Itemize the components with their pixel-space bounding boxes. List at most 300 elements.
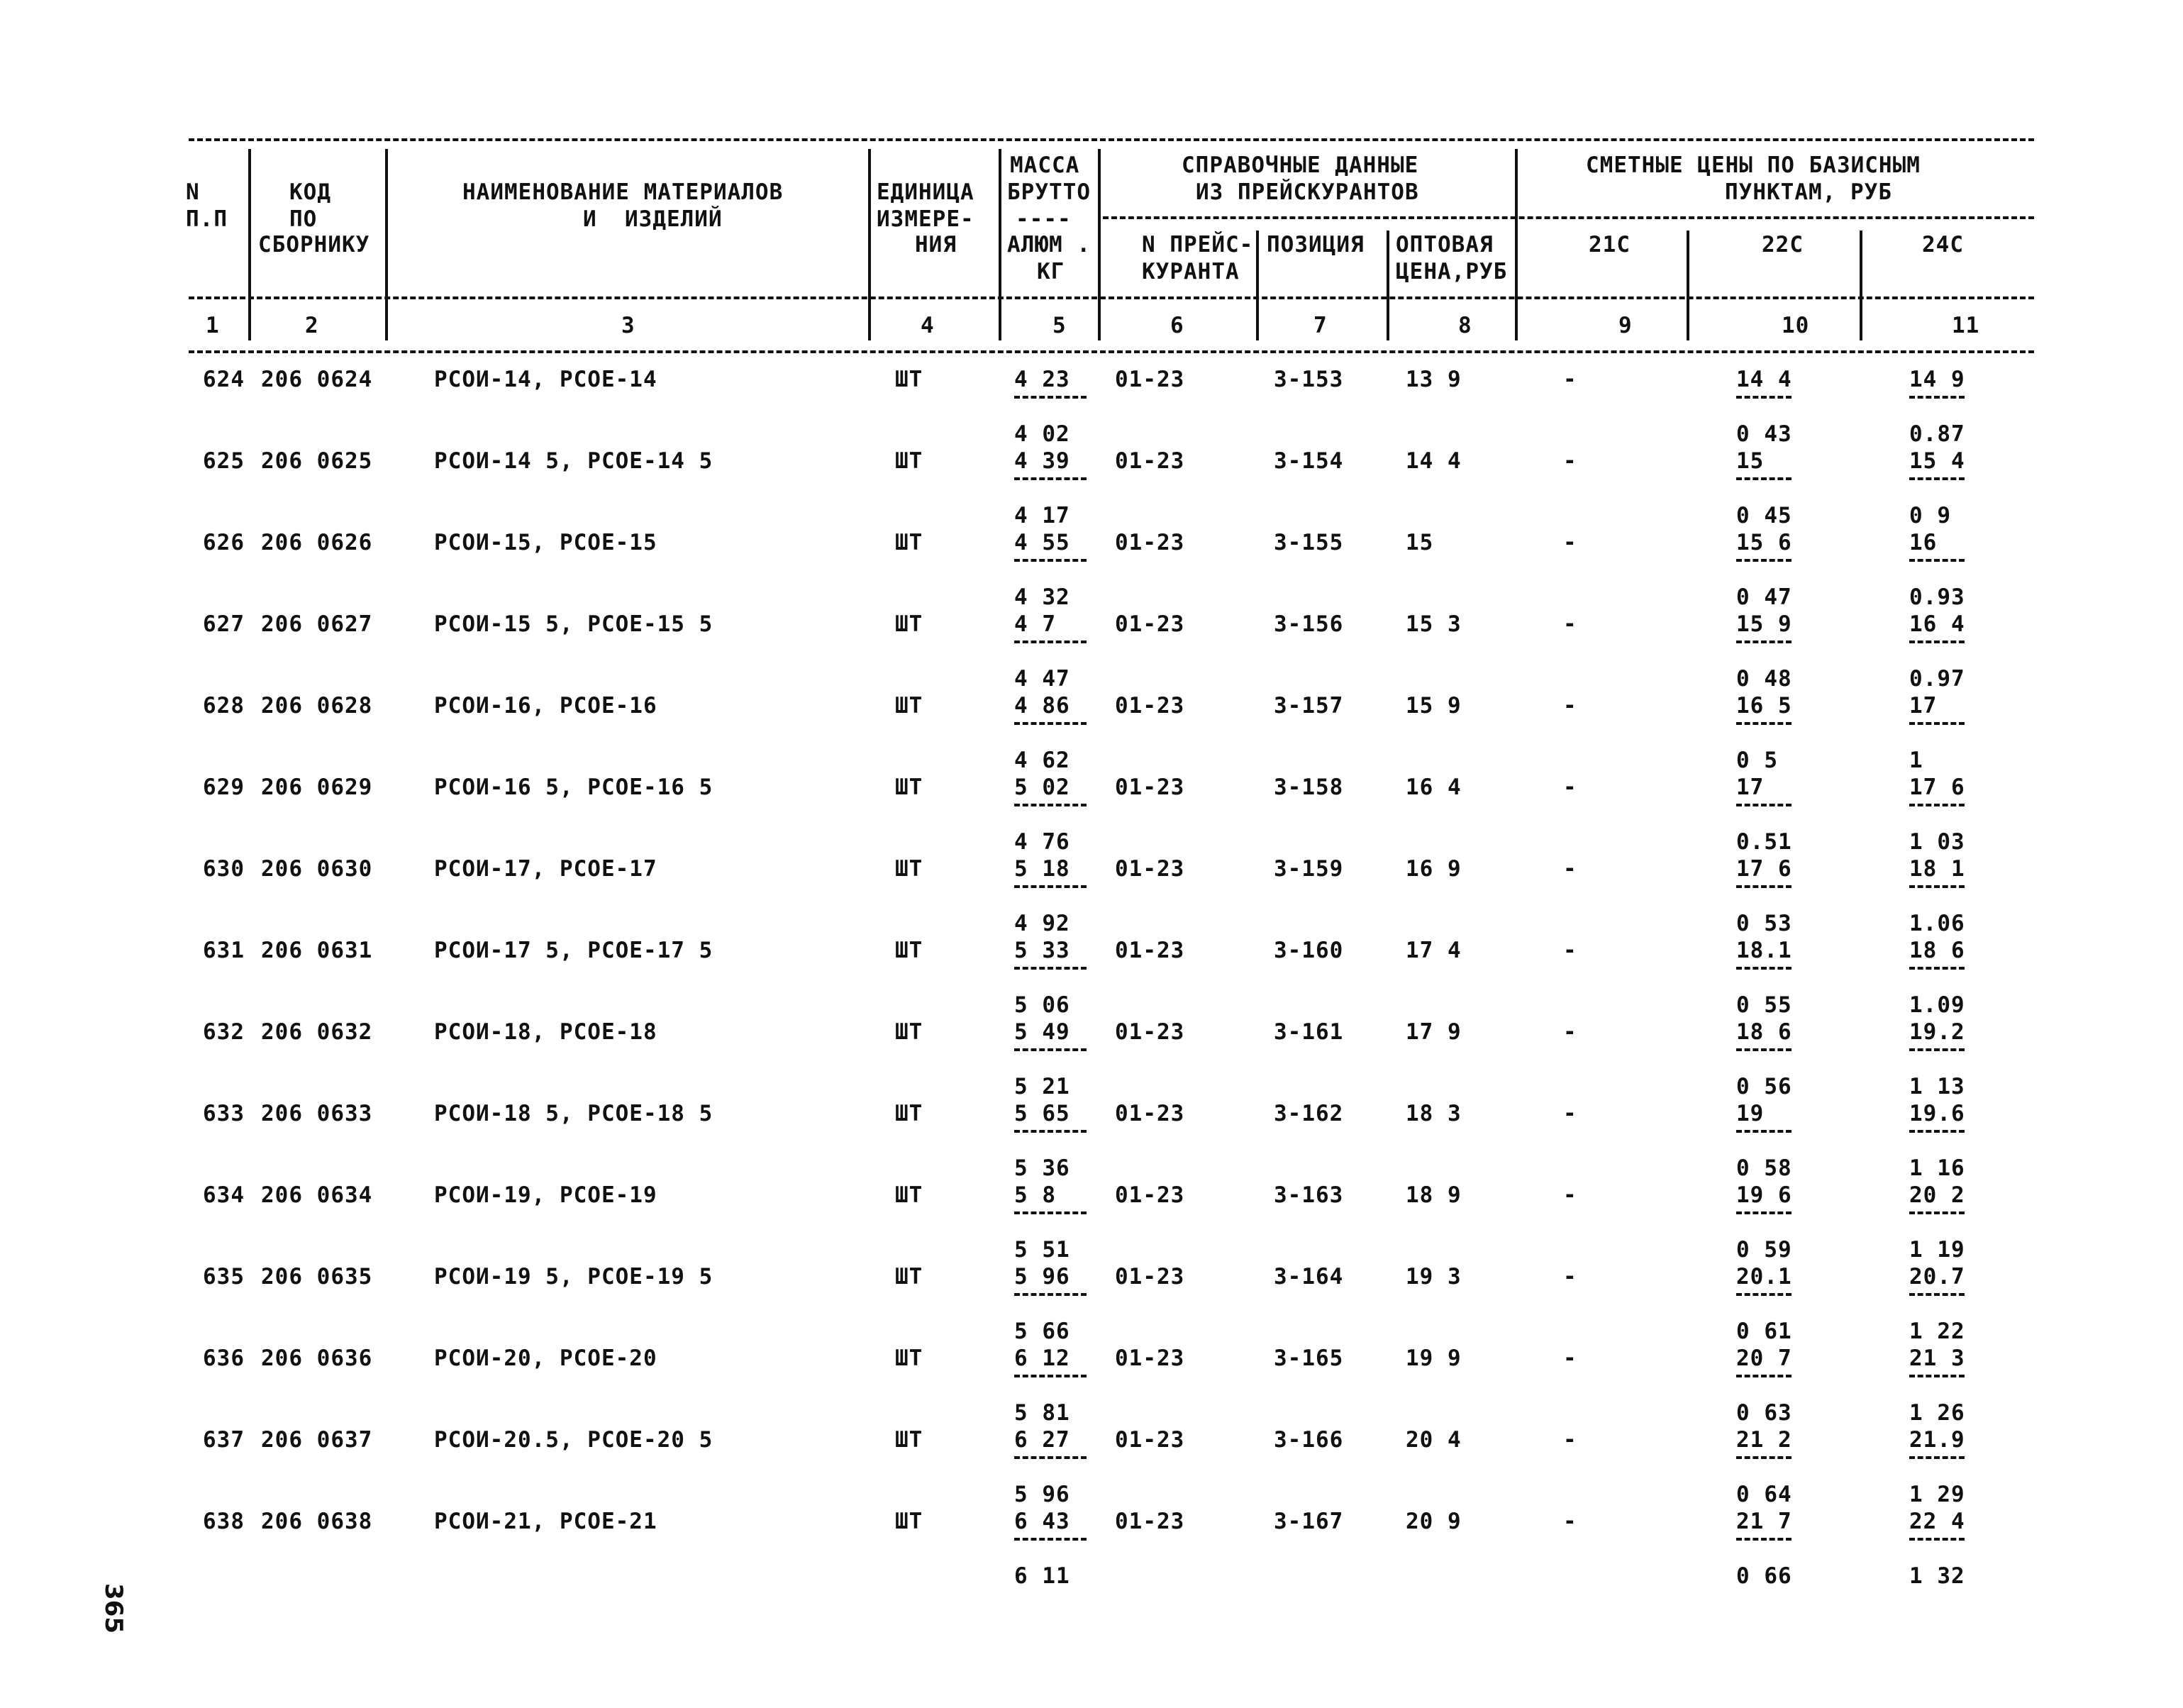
cell-name: РСОИ-17 5, РСОЕ-17 5 xyxy=(434,938,713,963)
cell-p24: 20.7 xyxy=(1909,1264,1965,1290)
cell-alum: 5 51 xyxy=(1014,1237,1070,1263)
cell-wholesale: 18 3 xyxy=(1406,1101,1462,1126)
fraction-rule xyxy=(1014,1293,1087,1296)
cell-p22-sub: 0 55 xyxy=(1736,992,1792,1018)
fraction-rule xyxy=(1909,1130,1965,1133)
fraction-rule xyxy=(1014,1456,1087,1459)
col-sep xyxy=(1387,231,1389,340)
cell-code: 206 0632 xyxy=(261,1019,373,1045)
cell-mass: 5 18 xyxy=(1014,856,1070,882)
cell-code: 206 0638 xyxy=(261,1509,373,1534)
fraction-rule xyxy=(1736,722,1792,725)
fraction-rule xyxy=(1736,1293,1792,1296)
cell-mass: 6 43 xyxy=(1014,1509,1070,1534)
cell-p24: 19.2 xyxy=(1909,1019,1965,1045)
cell-position: 3-161 xyxy=(1274,1019,1344,1045)
cell-wholesale: 20 4 xyxy=(1406,1427,1462,1453)
cell-wholesale: 13 9 xyxy=(1406,367,1462,392)
cell-p22: 20 7 xyxy=(1736,1346,1792,1371)
cell-p22: 20.1 xyxy=(1736,1264,1792,1290)
cell-alum: 4 92 xyxy=(1014,911,1070,936)
fraction-rule xyxy=(1736,1538,1792,1541)
cell-code: 206 0625 xyxy=(261,448,373,474)
cell-p24-sub: 0.87 xyxy=(1909,421,1965,447)
cell-p21: - xyxy=(1563,530,1577,555)
cell-p24-sub: 1 xyxy=(1909,748,1923,773)
hdr-code-1: КОД xyxy=(289,179,331,205)
colnum-11: 11 xyxy=(1952,313,1980,338)
fraction-rule xyxy=(1909,396,1965,399)
cell-p24-sub: 1.09 xyxy=(1909,992,1965,1018)
fraction-rule xyxy=(1736,477,1792,480)
cell-p24: 18 1 xyxy=(1909,856,1965,882)
fraction-rule xyxy=(1909,804,1965,806)
fraction-rule xyxy=(1736,396,1792,399)
fraction-rule xyxy=(1736,1130,1792,1133)
hdr-prices-1: СМЕТНЫЕ ЦЕНЫ ПО БАЗИСНЫМ xyxy=(1586,152,1921,178)
cell-price-list: 01-23 xyxy=(1115,693,1185,719)
fraction-rule xyxy=(1909,885,1965,888)
fraction-rule xyxy=(1909,1538,1965,1541)
cell-n: 630 xyxy=(203,856,245,882)
cell-code: 206 0626 xyxy=(261,530,373,555)
cell-p24: 16 xyxy=(1909,530,1938,555)
cell-p24: 18 6 xyxy=(1909,938,1965,963)
cell-price-list: 01-23 xyxy=(1115,1346,1185,1371)
cell-price-list: 01-23 xyxy=(1115,938,1185,963)
cell-p22: 17 6 xyxy=(1736,856,1792,882)
fraction-rule xyxy=(1014,804,1087,806)
cell-n: 628 xyxy=(203,693,245,719)
cell-code: 206 0628 xyxy=(261,693,373,719)
cell-n: 635 xyxy=(203,1264,245,1290)
cell-alum: 4 32 xyxy=(1014,584,1070,610)
cell-n: 629 xyxy=(203,775,245,800)
cell-position: 3-155 xyxy=(1274,530,1344,555)
cell-p24: 17 6 xyxy=(1909,775,1965,800)
cell-p22: 21 7 xyxy=(1736,1509,1792,1534)
cell-position: 3-163 xyxy=(1274,1182,1344,1208)
hdr-name-2: И ИЗДЕЛИЙ xyxy=(583,206,723,232)
cell-position: 3-157 xyxy=(1274,693,1344,719)
col-sep xyxy=(1098,149,1101,340)
cell-wholesale: 16 4 xyxy=(1406,775,1462,800)
cell-p21: - xyxy=(1563,611,1577,637)
cell-price-list: 01-23 xyxy=(1115,530,1185,555)
cell-code: 206 0627 xyxy=(261,611,373,637)
cell-mass: 4 23 xyxy=(1014,367,1070,392)
colnum-1: 1 xyxy=(206,313,220,338)
fraction-rule xyxy=(1736,804,1792,806)
cell-p22-sub: 0.51 xyxy=(1736,829,1792,855)
cell-n: 631 xyxy=(203,938,245,963)
cell-p24-sub: 1 13 xyxy=(1909,1074,1965,1099)
cell-alum: 5 96 xyxy=(1014,1482,1070,1507)
cell-n: 625 xyxy=(203,448,245,474)
cell-p24: 20 2 xyxy=(1909,1182,1965,1208)
cell-position: 3-166 xyxy=(1274,1427,1344,1453)
hdr-unit-1: ЕДИНИЦА xyxy=(877,179,974,205)
cell-p22: 21 2 xyxy=(1736,1427,1792,1453)
fraction-rule xyxy=(1736,885,1792,888)
cell-p24-sub: 0.93 xyxy=(1909,584,1965,610)
cell-mass: 6 27 xyxy=(1014,1427,1070,1453)
col-sep xyxy=(999,149,1001,340)
cell-p24-sub: 1.06 xyxy=(1909,911,1965,936)
cell-name: РСОИ-18, РСОЕ-18 xyxy=(434,1019,657,1045)
cell-unit: ШТ xyxy=(895,1346,923,1371)
fraction-rule xyxy=(1014,1130,1087,1133)
fraction-rule xyxy=(1909,1048,1965,1051)
cell-mass: 4 86 xyxy=(1014,693,1070,719)
cell-name: РСОИ-19 5, РСОЕ-19 5 xyxy=(434,1264,713,1290)
hdr-pricelist-1: N ПРЕЙС- xyxy=(1142,232,1254,257)
colnum-5: 5 xyxy=(1052,313,1067,338)
hdr-mass-2: БРУТТО xyxy=(1007,179,1091,205)
cell-alum: 5 66 xyxy=(1014,1319,1070,1344)
cell-p22-sub: 0 53 xyxy=(1736,911,1792,936)
cell-price-list: 01-23 xyxy=(1115,1264,1185,1290)
hdr-mass-1: МАССА xyxy=(1010,152,1080,178)
cell-p21: - xyxy=(1563,1019,1577,1045)
cell-n: 636 xyxy=(203,1346,245,1371)
cell-wholesale: 17 4 xyxy=(1406,938,1462,963)
cell-p21: - xyxy=(1563,1427,1577,1453)
hdr-unit-3: НИЯ xyxy=(915,232,957,257)
cell-name: РСОИ-20, РСОЕ-20 xyxy=(434,1346,657,1371)
cell-price-list: 01-23 xyxy=(1115,775,1185,800)
cell-p22-sub: 0 5 xyxy=(1736,748,1778,773)
cell-code: 206 0637 xyxy=(261,1427,373,1453)
cell-n: 634 xyxy=(203,1182,245,1208)
fraction-rule xyxy=(1736,967,1792,970)
cell-wholesale: 20 9 xyxy=(1406,1509,1462,1534)
cell-p21: - xyxy=(1563,856,1577,882)
col-sep xyxy=(1515,149,1518,340)
cell-unit: ШТ xyxy=(895,1509,923,1534)
hdr-ref-1: СПРАВОЧНЫЕ ДАННЫЕ xyxy=(1182,152,1419,178)
cell-p22: 18.1 xyxy=(1736,938,1792,963)
fraction-rule xyxy=(1909,477,1965,480)
cell-name: РСОИ-17, РСОЕ-17 xyxy=(434,856,657,882)
fraction-rule xyxy=(1014,1211,1087,1214)
cell-price-list: 01-23 xyxy=(1115,1019,1185,1045)
cell-alum: 6 11 xyxy=(1014,1563,1070,1589)
cell-p24: 21 3 xyxy=(1909,1346,1965,1371)
cell-position: 3-154 xyxy=(1274,448,1344,474)
cell-wholesale: 19 3 xyxy=(1406,1264,1462,1290)
colnum-7: 7 xyxy=(1313,313,1328,338)
cell-mass: 4 55 xyxy=(1014,530,1070,555)
cell-p22-sub: 0 43 xyxy=(1736,421,1792,447)
cell-mass: 4 39 xyxy=(1014,448,1070,474)
fraction-rule xyxy=(1736,1048,1792,1051)
cell-mass: 5 02 xyxy=(1014,775,1070,800)
cell-code: 206 0629 xyxy=(261,775,373,800)
cell-name: РСОИ-19, РСОЕ-19 xyxy=(434,1182,657,1208)
hdr-code-2: ПО xyxy=(289,206,318,232)
cell-p21: - xyxy=(1563,693,1577,719)
cell-name: РСОИ-16 5, РСОЕ-16 5 xyxy=(434,775,713,800)
cell-p22: 15 6 xyxy=(1736,530,1792,555)
colnum-8: 8 xyxy=(1458,313,1472,338)
hdr-24c: 24С xyxy=(1922,232,1964,257)
cell-name: РСОИ-14, РСОЕ-14 xyxy=(434,367,657,392)
cell-p21: - xyxy=(1563,775,1577,800)
fraction-rule xyxy=(1736,1211,1792,1214)
header-bottom-rule xyxy=(189,350,2034,353)
cell-position: 3-158 xyxy=(1274,775,1344,800)
cell-p24: 19.6 xyxy=(1909,1101,1965,1126)
fraction-rule xyxy=(1909,1293,1965,1296)
cell-p22-sub: 0 45 xyxy=(1736,503,1792,528)
cell-position: 3-160 xyxy=(1274,938,1344,963)
cell-p21: - xyxy=(1563,938,1577,963)
cell-p22-sub: 0 61 xyxy=(1736,1319,1792,1344)
cell-p24: 16 4 xyxy=(1909,611,1965,637)
hdr-mass-5: КГ xyxy=(1037,259,1065,284)
cell-wholesale: 14 4 xyxy=(1406,448,1462,474)
cell-p22-sub: 0 58 xyxy=(1736,1155,1792,1181)
cell-position: 3-164 xyxy=(1274,1264,1344,1290)
fraction-rule xyxy=(1909,967,1965,970)
col-sep xyxy=(868,149,871,340)
fraction-rule xyxy=(1736,640,1792,643)
cell-unit: ШТ xyxy=(895,530,923,555)
cell-p21: - xyxy=(1563,1101,1577,1126)
cell-name: РСОИ-16, РСОЕ-16 xyxy=(434,693,657,719)
cell-p22: 14 4 xyxy=(1736,367,1792,392)
cell-p22: 16 5 xyxy=(1736,693,1792,719)
cell-mass: 5 8 xyxy=(1014,1182,1056,1208)
cell-alum: 4 17 xyxy=(1014,503,1070,528)
fraction-rule xyxy=(1014,1375,1087,1377)
cell-p24: 17 xyxy=(1909,693,1938,719)
fraction-rule xyxy=(1014,722,1087,725)
cell-n: 638 xyxy=(203,1509,245,1534)
col-sep xyxy=(385,149,388,340)
fraction-rule xyxy=(1736,1375,1792,1377)
hdr-wholesale-2: ЦЕНА,РУБ xyxy=(1396,259,1508,284)
cell-price-list: 01-23 xyxy=(1115,1427,1185,1453)
cell-p24-sub: 1 22 xyxy=(1909,1319,1965,1344)
hdr-wholesale-1: ОПТОВАЯ xyxy=(1396,232,1494,257)
cell-p22-sub: 0 64 xyxy=(1736,1482,1792,1507)
hdr-21c: 21С xyxy=(1589,232,1631,257)
cell-code: 206 0630 xyxy=(261,856,373,882)
col-sep xyxy=(1256,231,1259,340)
colnum-3: 3 xyxy=(621,313,635,338)
fraction-rule xyxy=(1014,1048,1087,1051)
cell-n: 632 xyxy=(203,1019,245,1045)
cell-p24: 15 4 xyxy=(1909,448,1965,474)
hdr-position: ПОЗИЦИЯ xyxy=(1267,232,1365,257)
cell-p24-sub: 0.97 xyxy=(1909,666,1965,692)
col-sep xyxy=(1687,231,1689,340)
cell-position: 3-162 xyxy=(1274,1101,1344,1126)
cell-wholesale: 17 9 xyxy=(1406,1019,1462,1045)
cell-name: РСОИ-15, РСОЕ-15 xyxy=(434,530,657,555)
cell-wholesale: 18 9 xyxy=(1406,1182,1462,1208)
cell-unit: ШТ xyxy=(895,611,923,637)
col-sep xyxy=(248,149,251,340)
cell-alum: 5 36 xyxy=(1014,1155,1070,1181)
cell-mass: 5 96 xyxy=(1014,1264,1070,1290)
cell-name: РСОИ-21, РСОЕ-21 xyxy=(434,1509,657,1534)
cell-wholesale: 16 9 xyxy=(1406,856,1462,882)
cell-n: 624 xyxy=(203,367,245,392)
fraction-rule xyxy=(1014,1538,1087,1541)
cell-position: 3-165 xyxy=(1274,1346,1344,1371)
cell-code: 206 0631 xyxy=(261,938,373,963)
cell-name: РСОИ-18 5, РСОЕ-18 5 xyxy=(434,1101,713,1126)
cell-p21: - xyxy=(1563,1264,1577,1290)
cell-p24: 14 9 xyxy=(1909,367,1965,392)
cell-name: РСОИ-15 5, РСОЕ-15 5 xyxy=(434,611,713,637)
fraction-rule xyxy=(1909,1456,1965,1459)
fraction-rule xyxy=(1014,885,1087,888)
header-top-rule xyxy=(189,138,2034,141)
cell-p22-sub: 0 47 xyxy=(1736,584,1792,610)
fraction-rule xyxy=(1014,559,1087,562)
cell-name: РСОИ-20.5, РСОЕ-20 5 xyxy=(434,1427,713,1453)
cell-code: 206 0634 xyxy=(261,1182,373,1208)
cell-p24-sub: 1 19 xyxy=(1909,1237,1965,1263)
cell-p24-sub: 0 9 xyxy=(1909,503,1951,528)
cell-alum: 4 47 xyxy=(1014,666,1070,692)
cell-p21: - xyxy=(1563,1509,1577,1534)
cell-p22-sub: 0 66 xyxy=(1736,1563,1792,1589)
cell-p22-sub: 0 63 xyxy=(1736,1400,1792,1426)
cell-code: 206 0636 xyxy=(261,1346,373,1371)
cell-unit: ШТ xyxy=(895,1101,923,1126)
cell-mass: 5 65 xyxy=(1014,1101,1070,1126)
cell-mass: 6 12 xyxy=(1014,1346,1070,1371)
cell-p22: 15 xyxy=(1736,448,1765,474)
fraction-rule xyxy=(1909,1375,1965,1377)
cell-p21: - xyxy=(1563,1182,1577,1208)
fraction-rule xyxy=(1014,396,1087,399)
cell-unit: ШТ xyxy=(895,856,923,882)
cell-alum: 5 06 xyxy=(1014,992,1070,1018)
cell-alum: 4 02 xyxy=(1014,421,1070,447)
cell-position: 3-156 xyxy=(1274,611,1344,637)
cell-n: 626 xyxy=(203,530,245,555)
cell-p22: 19 6 xyxy=(1736,1182,1792,1208)
fraction-rule xyxy=(1909,640,1965,643)
hdr-unit-2: ИЗМЕРЕ- xyxy=(877,206,974,232)
cell-alum: 4 76 xyxy=(1014,829,1070,855)
cell-n: 637 xyxy=(203,1427,245,1453)
cell-p24-sub: 1 29 xyxy=(1909,1482,1965,1507)
cell-unit: ШТ xyxy=(895,1427,923,1453)
cell-price-list: 01-23 xyxy=(1115,448,1185,474)
hdr-22c: 22С xyxy=(1762,232,1804,257)
hdr-code-3: СБОРНИКУ xyxy=(258,232,370,257)
colnum-10: 10 xyxy=(1782,313,1810,338)
cell-unit: ШТ xyxy=(895,1182,923,1208)
cell-name: РСОИ-14 5, РСОЕ-14 5 xyxy=(434,448,713,474)
hdr-npp-2: П.П xyxy=(186,206,228,232)
fraction-rule xyxy=(1736,1456,1792,1459)
fraction-rule xyxy=(1014,640,1087,643)
cell-position: 3-167 xyxy=(1274,1509,1344,1534)
hdr-name-1: НАИМЕНОВАНИЕ МАТЕРИАЛОВ xyxy=(462,179,784,205)
hdr-prices-2: ПУНКТАМ, РУБ xyxy=(1725,179,1892,205)
cell-unit: ШТ xyxy=(895,367,923,392)
cell-unit: ШТ xyxy=(895,1264,923,1290)
cell-n: 627 xyxy=(203,611,245,637)
cell-wholesale: 15 xyxy=(1406,530,1434,555)
cell-p24: 21.9 xyxy=(1909,1427,1965,1453)
cell-p21: - xyxy=(1563,367,1577,392)
cell-price-list: 01-23 xyxy=(1115,1182,1185,1208)
cell-unit: ШТ xyxy=(895,693,923,719)
hdr-mass-3: ---- xyxy=(1016,206,1072,232)
cell-unit: ШТ xyxy=(895,448,923,474)
cell-alum: 5 21 xyxy=(1014,1074,1070,1099)
hdr-pricelist-2: КУРАНТА xyxy=(1142,259,1240,284)
colnum-6: 6 xyxy=(1170,313,1184,338)
header-numbers-rule xyxy=(189,296,2034,299)
cell-price-list: 01-23 xyxy=(1115,856,1185,882)
cell-alum: 4 62 xyxy=(1014,748,1070,773)
cell-code: 206 0635 xyxy=(261,1264,373,1290)
cell-p22: 15 9 xyxy=(1736,611,1792,637)
fraction-rule xyxy=(1736,559,1792,562)
cell-unit: ШТ xyxy=(895,775,923,800)
cell-price-list: 01-23 xyxy=(1115,1509,1185,1534)
hdr-mass-4: АЛЮМ . xyxy=(1007,232,1091,257)
cell-price-list: 01-23 xyxy=(1115,1101,1185,1126)
cell-p24-sub: 1 16 xyxy=(1909,1155,1965,1181)
cell-p22: 19 xyxy=(1736,1101,1765,1126)
cell-p24-sub: 1 26 xyxy=(1909,1400,1965,1426)
fraction-rule xyxy=(1909,722,1965,725)
colnum-4: 4 xyxy=(921,313,935,338)
cell-price-list: 01-23 xyxy=(1115,367,1185,392)
cell-wholesale: 15 9 xyxy=(1406,693,1462,719)
cell-p22-sub: 0 59 xyxy=(1736,1237,1792,1263)
cell-p22: 17 xyxy=(1736,775,1765,800)
page-number: 365 xyxy=(99,1583,128,1634)
cell-mass: 5 33 xyxy=(1014,938,1070,963)
hdr-ref-2: ИЗ ПРЕЙСКУРАНТОВ xyxy=(1196,179,1419,205)
cell-p22: 18 6 xyxy=(1736,1019,1792,1045)
cell-position: 3-153 xyxy=(1274,367,1344,392)
hdr-npp-1: N xyxy=(186,179,200,205)
cell-wholesale: 19 9 xyxy=(1406,1346,1462,1371)
cell-p24: 22 4 xyxy=(1909,1509,1965,1534)
cell-p21: - xyxy=(1563,448,1577,474)
col-sep xyxy=(1860,231,1862,340)
colnum-9: 9 xyxy=(1618,313,1633,338)
cell-code: 206 0633 xyxy=(261,1101,373,1126)
cell-wholesale: 15 3 xyxy=(1406,611,1462,637)
cell-p21: - xyxy=(1563,1346,1577,1371)
cell-mass: 4 7 xyxy=(1014,611,1056,637)
cell-n: 633 xyxy=(203,1101,245,1126)
cell-alum: 5 81 xyxy=(1014,1400,1070,1426)
fraction-rule xyxy=(1014,967,1087,970)
cell-p22-sub: 0 56 xyxy=(1736,1074,1792,1099)
cell-p22-sub: 0 48 xyxy=(1736,666,1792,692)
cell-p24-sub: 1 03 xyxy=(1909,829,1965,855)
header-group-rule xyxy=(1103,216,2034,219)
cell-price-list: 01-23 xyxy=(1115,611,1185,637)
fraction-rule xyxy=(1909,1211,1965,1214)
cell-mass: 5 49 xyxy=(1014,1019,1070,1045)
